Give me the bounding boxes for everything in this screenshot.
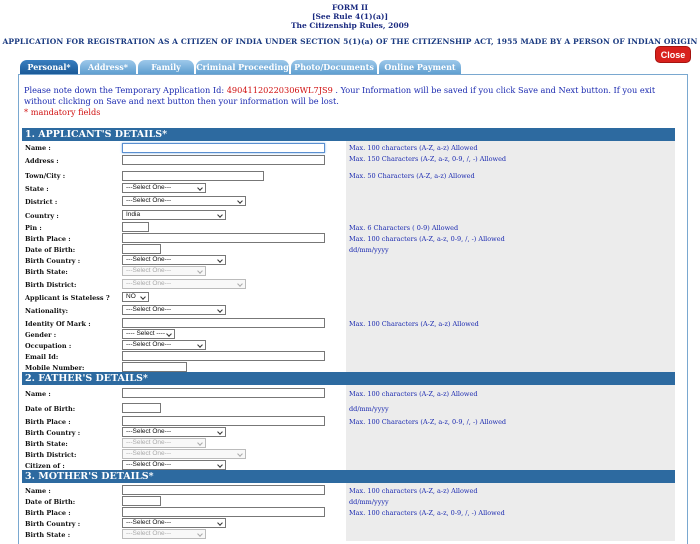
hint-mother-birth-place: Max. 100 characters (A-Z, a-z, 0-9, /, -) Allowed — [349, 509, 505, 517]
tab-online-payment[interactable]: Online Payment — [379, 60, 461, 74]
father-birth-district-select[interactable]: ---Select One--- — [122, 449, 246, 459]
birth-state-select[interactable]: ---Select One--- — [122, 266, 206, 276]
tab-criminal-proceeding[interactable]: Criminal Proceeding — [196, 62, 289, 72]
label-birth-country: Birth Country : — [25, 257, 81, 265]
label-occupation: Occupation : — [25, 342, 72, 350]
label-country: Country : — [25, 212, 59, 220]
mother-birth-country-select[interactable]: ---Select One--- — [122, 518, 226, 528]
hint-pin: Max. 6 Characters ( 0-9) Allowed — [349, 224, 459, 232]
rule-reference: [See Rule 4(1)(a)] — [311, 12, 389, 21]
hint-identity: Max. 100 Characters (A-Z, a-z) Allowed — [349, 320, 479, 328]
label-father-citizen-of: Citizen of : — [25, 462, 65, 470]
mother-name-input[interactable] — [122, 485, 325, 495]
section-applicant-details: 1. APPLICANT'S DETAILS* — [22, 128, 675, 141]
address-input[interactable] — [122, 155, 325, 165]
label-state: State : — [25, 185, 49, 193]
notice-text-2: . Your Information will be saved if you click Save and Next button. If you exit without clicking on Save and next button then your information will be lost. — [24, 85, 656, 106]
label-pin: Pin : — [25, 224, 42, 232]
label-email: Email Id: — [25, 353, 59, 361]
hint-name: Max. 100 characters (A-Z, a-z) Allowed — [349, 144, 478, 152]
nationality-select[interactable]: ---Select One--- — [122, 305, 226, 315]
hint-address: Max. 150 Characters (A-Z, a-z, 0-9, /, -) Allowed — [349, 155, 507, 163]
birth-country-select[interactable]: ---Select One--- — [122, 255, 226, 265]
hint-town: Max. 50 Characters (A-Z, a-z) Allowed — [349, 172, 475, 180]
tab-personal[interactable]: Personal* — [20, 60, 78, 74]
birth-district-select[interactable]: ---Select One--- — [122, 279, 246, 289]
label-date-of-birth: Date of Birth: — [25, 246, 76, 254]
district-select[interactable]: ---Select One--- — [122, 196, 246, 206]
pin-input[interactable] — [122, 222, 149, 232]
label-mother-birth-state: Birth State : — [25, 531, 71, 539]
label-stateless: Applicant is Stateless ? — [25, 294, 110, 302]
father-birth-place-input[interactable] — [122, 416, 325, 426]
country-select[interactable]: India — [122, 210, 226, 220]
hint-mother-name: Max. 100 characters (A-Z, a-z) Allowed — [349, 487, 478, 495]
section-father-details: 2. FATHER'S DETAILS* — [22, 372, 675, 385]
application-title: APPLICATION FOR REGISTRATION AS A CITIZEN OF INDIA UNDER SECTION 5(1)(a) OF THE CITIZENSHIP ACT, 1955 MADE BY A PERSON OF INDIAN ORIGIN — [2, 37, 698, 46]
hint-birth-place: Max. 100 characters (A-Z, a-z, 0-9, /, -) Allowed — [349, 235, 505, 243]
label-birth-place: Birth Place : — [25, 235, 71, 243]
rules-name: The Citizenship Rules, 2009 — [290, 21, 410, 30]
label-birth-district: Birth District: — [25, 281, 77, 289]
date-of-birth-input[interactable] — [122, 244, 161, 254]
stateless-select[interactable]: NO — [122, 292, 149, 302]
label-father-birth-state: Birth State: — [25, 440, 68, 448]
mandatory-note: * mandatory fields — [24, 107, 101, 117]
mother-dob-input[interactable] — [122, 496, 161, 506]
occupation-select[interactable]: ---Select One--- — [122, 340, 206, 350]
email-input[interactable] — [122, 351, 325, 361]
section-mother-details: 3. MOTHER'S DETAILS* — [22, 470, 675, 483]
hint-father-dob: dd/mm/yyyy — [349, 405, 389, 413]
tab-bar — [20, 60, 463, 74]
father-birth-country-select[interactable]: ---Select One--- — [122, 427, 226, 437]
hint-father-birth-place: Max. 100 Characters (A-Z, a-z, 0-9, /, -) Allowed — [349, 418, 507, 426]
father-dob-input[interactable] — [122, 403, 161, 413]
label-father-name: Name : — [25, 390, 51, 398]
father-birth-state-select[interactable]: ---Select One--- — [122, 438, 206, 448]
label-nationality: Nationality: — [25, 307, 69, 315]
father-name-input[interactable] — [122, 388, 325, 398]
label-identity-mark: Identity Of Mark : — [25, 320, 91, 328]
hint-dob: dd/mm/yyyy — [349, 246, 389, 254]
gender-select[interactable]: ---- Select ---- — [122, 329, 175, 339]
label-birth-state: Birth State: — [25, 268, 68, 276]
label-gender: Gender : — [25, 331, 57, 339]
notice-text: Please note down the Temporary Application Id: — [24, 85, 227, 95]
label-address: Address : — [25, 157, 59, 165]
mobile-input[interactable] — [122, 362, 187, 372]
state-select[interactable]: ---Select One--- — [122, 183, 206, 193]
label-mother-dob: Date of Birth: — [25, 498, 76, 506]
label-mother-birth-place: Birth Place : — [25, 509, 71, 517]
mother-birth-state-select[interactable]: ---Select One--- — [122, 529, 206, 539]
hint-father-name: Max. 100 characters (A-Z, a-z) Allowed — [349, 390, 478, 398]
label-father-dob: Date of Birth: — [25, 405, 76, 413]
father-citizen-of-select[interactable]: ---Select One--- — [122, 460, 226, 470]
label-name: Name : — [25, 144, 51, 152]
town-input[interactable] — [122, 171, 264, 181]
label-mother-name: Name : — [25, 487, 51, 495]
mother-birth-place-input[interactable] — [122, 507, 325, 517]
hint-mother-dob: dd/mm/yyyy — [349, 498, 389, 506]
label-father-birth-country: Birth Country : — [25, 429, 81, 437]
temporary-application-id: 49041120220306WL7JS9 — [226, 85, 333, 95]
applicant-name-input[interactable] — [122, 143, 325, 153]
label-mobile: Mobile Number: — [25, 364, 85, 372]
birth-place-input[interactable] — [122, 233, 325, 243]
label-father-birth-district: Birth District: — [25, 451, 77, 459]
tab-address[interactable]: Address* — [80, 60, 136, 74]
tab-photo-documents[interactable]: Photo/Documents — [291, 60, 377, 74]
label-mother-birth-country: Birth Country : — [25, 520, 81, 528]
label-town: Town/City : — [25, 172, 66, 180]
identity-mark-input[interactable] — [122, 318, 325, 328]
label-district: District : — [25, 198, 58, 206]
close-button[interactable]: Close — [655, 46, 691, 63]
form-number: FORM II — [331, 3, 369, 12]
temporary-id-notice — [24, 85, 684, 107]
label-father-birth-place: Birth Place : — [25, 418, 71, 426]
tab-family[interactable]: Family — [138, 60, 194, 74]
